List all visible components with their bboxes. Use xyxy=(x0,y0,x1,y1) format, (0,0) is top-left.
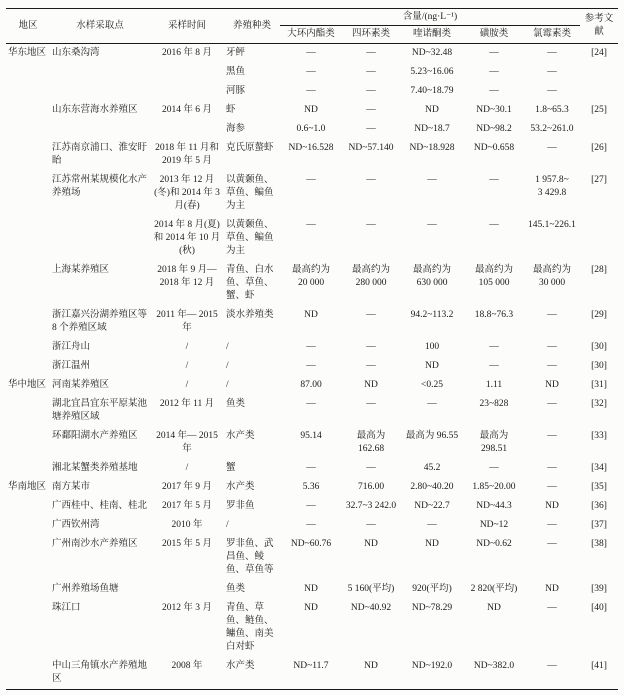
cell-sampling-site: 中山三角镇水产养殖地区 xyxy=(52,661,148,684)
cell-sampling-site xyxy=(50,63,150,82)
cell-culture-species: 黑鱼 xyxy=(226,67,246,77)
cell-region xyxy=(6,101,50,120)
cell-culture-species: 罗非鱼 xyxy=(226,501,255,511)
cell-sampling-time: 2012 年 3 月 xyxy=(162,603,212,613)
cell-sampling-time: 2018 年 11 月和 2019 年 5 月 xyxy=(155,143,219,166)
cell-region: 华中地区 xyxy=(8,380,47,390)
cell-sampling-time: 2017 年 5 月 xyxy=(162,501,212,511)
table-body xyxy=(6,44,618,690)
cell-quinolones: — xyxy=(427,175,437,185)
cell-sampling-time: 2011 年— 2015 年 xyxy=(156,310,218,333)
cell-sampling-site: 环鄱阳湖水产养殖区 xyxy=(52,431,138,441)
cell-quinolones: 5.23~16.06 xyxy=(410,67,454,77)
cell-culture-species: 水产类 xyxy=(226,482,255,492)
cell-macrolides: ND~11.7 xyxy=(293,661,329,671)
cell-sampling-site: 江苏常州某规模化水产养殖场 xyxy=(52,175,148,198)
cell-sulfonamides: ND~44.3 xyxy=(476,501,512,511)
cell-reference: [32] xyxy=(591,399,607,409)
cell-tetracyclines: — xyxy=(366,105,376,115)
cell-tetracyclines: 716.00 xyxy=(357,482,385,492)
cell-sampling-site: 浙江嘉兴汾湖养殖区等 8 个养殖区域 xyxy=(52,310,148,333)
cell-region xyxy=(6,357,50,376)
cell-region xyxy=(6,216,50,261)
table-row xyxy=(6,395,618,427)
cell-tetracyclines: — xyxy=(366,310,376,320)
cell-chloramphenicols: 1.8~65.3 xyxy=(535,105,569,115)
table-row xyxy=(6,101,618,120)
cell-sampling-time xyxy=(150,580,224,599)
cell-macrolides: — xyxy=(306,361,316,371)
cell-chloramphenicols: — xyxy=(547,482,557,492)
cell-tetracyclines: — xyxy=(366,361,376,371)
cell-region xyxy=(6,599,50,657)
cell-chloramphenicols: 最高约为 30 000 xyxy=(532,265,571,288)
cell-chloramphenicols: — xyxy=(547,520,557,530)
cell-tetracyclines: — xyxy=(366,124,376,134)
cell-sulfonamides: — xyxy=(489,463,499,473)
cell-sulfonamides: ND~12 xyxy=(479,520,509,530)
cell-reference: [24] xyxy=(591,48,607,58)
cell-macrolides: ND~16.528 xyxy=(288,143,334,153)
cell-quinolones: 45.2 xyxy=(423,463,441,473)
table-header xyxy=(6,9,618,44)
cell-region xyxy=(6,261,50,306)
cell-macrolides: — xyxy=(306,463,316,473)
table-row xyxy=(6,82,618,101)
cell-region xyxy=(6,657,50,690)
table-row xyxy=(6,478,618,497)
cell-macrolides: — xyxy=(306,399,316,409)
cell-chloramphenicols: — xyxy=(547,361,557,371)
table-row xyxy=(6,459,618,478)
cell-quinolones: — xyxy=(427,520,437,530)
table-row xyxy=(6,171,618,216)
cell-reference: [30] xyxy=(591,361,607,371)
cell-macrolides: 95.14 xyxy=(300,431,322,441)
table-row xyxy=(6,497,618,516)
cell-region xyxy=(6,171,50,216)
cell-reference: [30] xyxy=(591,342,607,352)
cell-region xyxy=(6,63,50,82)
cell-quinolones: ND~18.7 xyxy=(414,124,450,134)
cell-tetracyclines: ND xyxy=(364,539,378,549)
cell-sulfonamides: ND xyxy=(487,603,501,613)
cell-sampling-site: 珠江口 xyxy=(52,603,81,613)
cell-quinolones: — xyxy=(427,399,437,409)
cell-reference: [38] xyxy=(591,539,607,549)
cell-culture-species: 鱼类 xyxy=(226,399,246,409)
cell-region xyxy=(6,395,50,427)
cell-macrolides: 0.6~1.0 xyxy=(296,124,326,134)
table-row xyxy=(6,63,618,82)
cell-culture-species: 以黄颡鱼、草鱼、鳊鱼为主 xyxy=(226,220,274,256)
cell-tetracyclines: — xyxy=(366,520,376,530)
cell-region xyxy=(6,120,50,139)
cell-chloramphenicols: ND xyxy=(545,584,559,594)
cell-chloramphenicols: — xyxy=(547,342,557,352)
cell-macrolides: 87.00 xyxy=(300,380,322,390)
table-row xyxy=(6,216,618,261)
cell-chloramphenicols: — xyxy=(547,399,557,409)
cell-reference: [33] xyxy=(591,431,607,441)
cell-chloramphenicols: — xyxy=(547,431,557,441)
cell-sampling-time xyxy=(150,63,224,82)
cell-sampling-site xyxy=(50,120,150,139)
cell-tetracyclines: 最高约为 280 000 xyxy=(351,265,390,288)
cell-reference: [35] xyxy=(591,482,607,492)
cell-sampling-site xyxy=(50,216,150,261)
cell-tetracyclines: ND~57.140 xyxy=(348,143,394,153)
cell-sampling-site: 广西桂中、桂南、桂北 xyxy=(52,501,148,511)
cell-sampling-time: 2010 年 xyxy=(171,520,203,530)
cell-chloramphenicols: — xyxy=(547,48,557,58)
cell-quinolones: 最高约为 630 000 xyxy=(412,265,451,288)
cell-culture-species: / xyxy=(226,520,229,530)
cell-region xyxy=(6,535,50,580)
cell-region xyxy=(6,139,50,171)
cell-chloramphenicols: ND xyxy=(545,380,559,390)
cell-macrolides: — xyxy=(306,67,316,77)
cell-reference: [26] xyxy=(591,143,607,153)
cell-sulfonamides: — xyxy=(489,86,499,96)
header-culture-species: 养殖种类 xyxy=(224,9,280,44)
cell-macrolides: — xyxy=(306,86,316,96)
cell-sampling-time: / xyxy=(185,361,189,371)
cell-sampling-time: 2008 年 xyxy=(171,661,203,671)
cell-macrolides: 最高约为 20 000 xyxy=(291,265,330,288)
cell-sulfonamides: 2 820(平均) xyxy=(470,584,518,594)
cell-sampling-site: 江苏南京浦口、淮安盱眙 xyxy=(52,143,148,166)
cell-sulfonamides: — xyxy=(489,67,499,77)
cell-region: 华东地区 xyxy=(8,48,47,58)
cell-sampling-site: 河南某养殖区 xyxy=(52,380,110,390)
cell-sulfonamides: — xyxy=(489,361,499,371)
cell-reference xyxy=(580,216,618,261)
cell-quinolones: ND~22.7 xyxy=(414,501,450,511)
cell-reference xyxy=(580,120,618,139)
cell-sampling-time xyxy=(150,120,224,139)
cell-macrolides: ND xyxy=(304,603,318,613)
cell-reference: [41] xyxy=(591,661,607,671)
cell-tetracyclines: — xyxy=(366,48,376,58)
cell-sulfonamides: 最高为 298.51 xyxy=(479,431,509,454)
cell-quinolones: 最高为 96.55 xyxy=(405,431,459,441)
cell-macrolides: — xyxy=(306,520,316,530)
table-row xyxy=(6,44,618,64)
cell-quinolones: ND xyxy=(425,361,439,371)
cell-tetracyclines: — xyxy=(366,342,376,352)
cell-sulfonamides: — xyxy=(489,220,499,230)
cell-sampling-time: 2017 年 9 月 xyxy=(162,482,212,492)
cell-tetracyclines: — xyxy=(366,86,376,96)
cell-region xyxy=(6,427,50,459)
cell-sampling-time xyxy=(150,82,224,101)
cell-reference xyxy=(580,63,618,82)
cell-culture-species: / xyxy=(226,361,229,371)
cell-chloramphenicols: — xyxy=(547,539,557,549)
cell-sampling-time: / xyxy=(185,342,189,352)
cell-sampling-time: / xyxy=(185,463,189,473)
cell-culture-species: 青鱼、草鱼、鲢鱼、鳙鱼、南美白对虾 xyxy=(226,603,274,652)
cell-region xyxy=(6,459,50,478)
cell-chloramphenicols: — xyxy=(547,310,557,320)
cell-sampling-site: 浙江舟山 xyxy=(52,342,91,352)
cell-quinolones: ND~192.0 xyxy=(411,661,453,671)
cell-macrolides: 5.36 xyxy=(302,482,320,492)
cell-chloramphenicols: — xyxy=(547,143,557,153)
antibiotic-concentration-table xyxy=(6,8,618,690)
header-region: 地区 xyxy=(6,9,50,44)
cell-sampling-time: 2018 年 9 月—2018 年 12 月 xyxy=(157,265,217,288)
cell-reference: [25] xyxy=(591,105,607,115)
cell-sampling-site xyxy=(50,82,150,101)
cell-tetracyclines: — xyxy=(366,175,376,185)
header-quinolones: 喹诺酮类 xyxy=(400,26,464,44)
cell-quinolones: ND~18.928 xyxy=(409,143,455,153)
cell-quinolones: 94.2~113.2 xyxy=(410,310,454,320)
cell-reference: [31] xyxy=(591,380,607,390)
cell-culture-species: 海参 xyxy=(226,124,246,134)
cell-culture-species: 罗非鱼、武昌鱼、鲮鱼、草鱼等 xyxy=(226,539,274,575)
cell-reference: [34] xyxy=(591,463,607,473)
cell-sampling-time: 2016 年 8 月 xyxy=(162,48,212,58)
cell-tetracyclines: — xyxy=(366,399,376,409)
table-row xyxy=(6,427,618,459)
cell-region xyxy=(6,82,50,101)
table-row xyxy=(6,306,618,338)
cell-sampling-site: 广西钦州湾 xyxy=(52,520,100,530)
cell-reference: [39] xyxy=(591,584,607,594)
cell-sampling-site: 广州养殖场鱼塘 xyxy=(52,584,119,594)
cell-quinolones: ND~78.29 xyxy=(411,603,453,613)
cell-macrolides: ND xyxy=(304,105,318,115)
cell-sulfonamides: 最高约为 105 000 xyxy=(474,265,513,288)
cell-culture-species: / xyxy=(226,342,229,352)
cell-quinolones: ND~32.48 xyxy=(411,48,453,58)
cell-culture-species: 虾 xyxy=(226,105,236,115)
table-row xyxy=(6,376,618,395)
cell-tetracyclines: 5 160(平均) xyxy=(347,584,395,594)
cell-macrolides: ND xyxy=(304,310,318,320)
cell-region xyxy=(6,497,50,516)
cell-quinolones: ND xyxy=(425,105,439,115)
cell-quinolones: <0.25 xyxy=(421,380,443,390)
table-row xyxy=(6,139,618,171)
cell-macrolides: — xyxy=(306,175,316,185)
cell-region xyxy=(6,580,50,599)
cell-macrolides: — xyxy=(306,501,316,511)
cell-chloramphenicols: — xyxy=(547,463,557,473)
table-row xyxy=(6,516,618,535)
cell-sulfonamides: — xyxy=(489,342,499,352)
cell-quinolones: 100 xyxy=(424,342,440,352)
table-row xyxy=(6,580,618,599)
cell-region xyxy=(6,516,50,535)
cell-sulfonamides: ND~0.62 xyxy=(476,539,512,549)
cell-tetracyclines: ND xyxy=(364,380,378,390)
cell-quinolones: ND xyxy=(425,539,439,549)
cell-reference: [28] xyxy=(591,265,607,275)
cell-tetracyclines: 最高为 162.68 xyxy=(356,431,386,454)
table-row xyxy=(6,338,618,357)
cell-tetracyclines: — xyxy=(366,220,376,230)
cell-reference: [27] xyxy=(591,175,607,185)
cell-quinolones: — xyxy=(427,220,437,230)
cell-sulfonamides: ND~382.0 xyxy=(473,661,515,671)
cell-sampling-time: 2014 年 8 月(夏)和 2014 年 10 月(秋) xyxy=(153,220,221,256)
cell-chloramphenicols: — xyxy=(547,67,557,77)
cell-culture-species: 水产类 xyxy=(226,661,255,671)
cell-chloramphenicols: — xyxy=(547,661,557,671)
cell-region xyxy=(6,338,50,357)
header-macrolides: 大环内酯类 xyxy=(280,26,342,44)
cell-culture-species: / xyxy=(226,380,229,390)
table-row xyxy=(6,357,618,376)
cell-sampling-site: 浙江温州 xyxy=(52,361,91,371)
cell-chloramphenicols: — xyxy=(547,603,557,613)
cell-sampling-site: 南方某市 xyxy=(52,482,91,492)
cell-sulfonamides: 18.8~76.3 xyxy=(474,310,514,320)
cell-culture-species: 以黄颡鱼、草鱼、鳊鱼为主 xyxy=(226,175,274,211)
table-row xyxy=(6,657,618,690)
cell-reference: [29] xyxy=(591,310,607,320)
cell-chloramphenicols: 1 957.8~​3 429.8 xyxy=(535,175,569,198)
cell-culture-species: 河豚 xyxy=(226,86,246,96)
cell-tetracyclines: — xyxy=(366,463,376,473)
cell-macrolides: — xyxy=(306,220,316,230)
cell-sampling-site: 湖北宜昌宜东平原某池塘养殖区域 xyxy=(52,399,148,422)
cell-chloramphenicols: 53.2~​261.0 xyxy=(530,124,574,134)
cell-tetracyclines: — xyxy=(366,67,376,77)
cell-macrolides: — xyxy=(306,48,316,58)
cell-sulfonamides: — xyxy=(489,48,499,58)
cell-culture-species: 淡水养殖类 xyxy=(226,310,274,320)
cell-culture-species: 克氏原螯虾 xyxy=(226,143,274,153)
cell-sampling-time: 2014 年— 2015 年 xyxy=(156,431,218,454)
cell-sampling-site: 湘北某蟹类养殖基地 xyxy=(52,463,138,473)
cell-sulfonamides: ND~30.1 xyxy=(476,105,512,115)
cell-chloramphenicols: — xyxy=(547,86,557,96)
cell-sampling-site: 上海某养殖区 xyxy=(52,265,110,275)
cell-reference: [40] xyxy=(591,603,607,613)
cell-sulfonamides: — xyxy=(489,175,499,185)
header-tetracyclines: 四环素类 xyxy=(342,26,400,44)
table-row xyxy=(6,599,618,657)
cell-tetracyclines: ND xyxy=(364,661,378,671)
cell-chloramphenicols: ND xyxy=(545,501,559,511)
header-sampling-time: 采样时间 xyxy=(150,9,224,44)
header-concentration-group: 含量/(ng·L⁻¹) xyxy=(280,9,580,26)
cell-sampling-time: 2012 年 11 月 xyxy=(159,399,215,409)
cell-macrolides: ND~60.76 xyxy=(290,539,332,549)
cell-chloramphenicols: 145.1~​226.1 xyxy=(528,220,576,230)
cell-culture-species: 水产类 xyxy=(226,431,255,441)
cell-culture-species: 青鱼、白水鱼、草鱼、蟹、虾 xyxy=(226,265,274,301)
header-reference: 参考文献 xyxy=(580,9,618,44)
cell-region xyxy=(6,306,50,338)
cell-sulfonamides: ND~0.658 xyxy=(473,143,515,153)
table-row xyxy=(6,120,618,139)
cell-culture-species: 鱼类 xyxy=(226,584,246,594)
header-sampling-site: 水样采取点 xyxy=(50,9,150,44)
cell-quinolones: 7.40~18.79 xyxy=(410,86,454,96)
cell-sampling-time: 2014 年 6 月 xyxy=(162,105,212,115)
cell-tetracyclines: 32.7~​3 242.0 xyxy=(345,501,397,511)
cell-sulfonamides: ND~98.2 xyxy=(476,124,512,134)
cell-culture-species: 牙鲆 xyxy=(226,48,246,58)
cell-sampling-time: 2013 年 12 月(冬)和 2014 年 3 月(春) xyxy=(154,175,220,211)
cell-reference: [37] xyxy=(591,520,607,530)
cell-sampling-time: / xyxy=(185,380,189,390)
header-chloramphenicols: 氯霉素类 xyxy=(524,26,580,44)
cell-sulfonamides: 23~828 xyxy=(479,399,509,409)
cell-region: 华南地区 xyxy=(8,482,47,492)
cell-macrolides: — xyxy=(306,342,316,352)
cell-macrolides: ND xyxy=(304,584,318,594)
cell-reference xyxy=(580,82,618,101)
cell-sampling-site: 山东东营海水养殖区 xyxy=(52,105,138,115)
cell-sulfonamides: 1.85~20.00 xyxy=(472,482,516,492)
cell-quinolones: 920(平均) xyxy=(412,584,452,594)
cell-sampling-site: 山东桑沟湾 xyxy=(52,48,100,58)
header-sulfonamides: 磺胺类 xyxy=(464,26,524,44)
cell-sampling-site: 广州南沙水产养殖区 xyxy=(52,539,138,549)
cell-reference: [36] xyxy=(591,501,607,511)
cell-sampling-time: 2015 年 5 月 xyxy=(162,539,212,549)
cell-sulfonamides: 1.11 xyxy=(485,380,503,390)
table-row xyxy=(6,261,618,306)
cell-culture-species: 蟹 xyxy=(226,463,236,473)
cell-quinolones: 2.80~40.20 xyxy=(410,482,454,492)
table-row xyxy=(6,535,618,580)
cell-tetracyclines: ND~40.92 xyxy=(350,603,392,613)
